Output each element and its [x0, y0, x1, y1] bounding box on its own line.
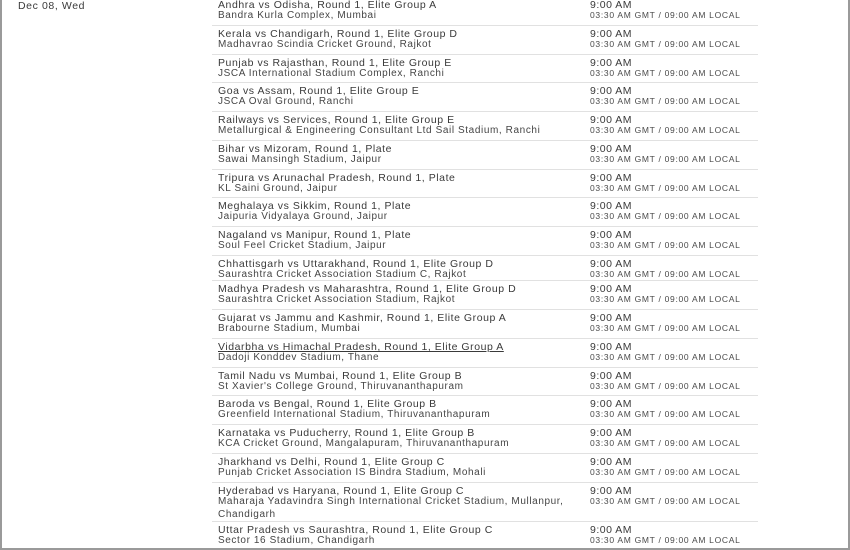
- fixture-gmt-local-time: 03:30 AM GMT / 09:00 AM LOCAL: [590, 211, 741, 221]
- row-divider: [212, 54, 758, 55]
- fixture-time: 9:00 AM: [590, 258, 633, 270]
- fixture-gmt-local-time: 03:30 AM GMT / 09:00 AM LOCAL: [590, 269, 741, 279]
- row-divider: [212, 309, 758, 310]
- fixture-venue: Sector 16 Stadium, Chandigarh: [218, 535, 375, 546]
- fixture-gmt-local-time: 03:30 AM GMT / 09:00 AM LOCAL: [590, 125, 741, 135]
- fixture-match-link[interactable]: Madhya Pradesh vs Maharashtra, Round 1, Elite Group D: [218, 283, 517, 295]
- fixture-match-link[interactable]: Andhra vs Odisha, Round 1, Elite Group A: [218, 0, 437, 11]
- fixture-match-link[interactable]: Nagaland vs Manipur, Round 1, Plate: [218, 229, 412, 241]
- fixture-venue: Soul Feel Cricket Stadium, Jaipur: [218, 240, 387, 251]
- fixture-match-link[interactable]: Chhattisgarh vs Uttarakhand, Round 1, Elite Group D: [218, 258, 494, 270]
- fixture-match-link[interactable]: Gujarat vs Jammu and Kashmir, Round 1, Elite Group A: [218, 312, 507, 324]
- fixture-time: 9:00 AM: [590, 485, 633, 497]
- frame-left-border: [0, 0, 2, 550]
- fixture-venue: JSCA International Stadium Complex, Ranchi: [218, 68, 445, 79]
- fixture-gmt-local-time: 03:30 AM GMT / 09:00 AM LOCAL: [590, 496, 741, 506]
- fixture-venue: Madhavrao Scindia Cricket Ground, Rajkot: [218, 39, 432, 50]
- row-divider: [212, 367, 758, 368]
- fixture-time: 9:00 AM: [590, 57, 633, 69]
- row-divider: [212, 482, 758, 483]
- fixture-match-link[interactable]: Punjab vs Rajasthan, Round 1, Elite Group E: [218, 57, 452, 69]
- fixture-venue: Greenfield International Stadium, Thiruvananthapuram: [218, 409, 491, 420]
- row-divider: [212, 226, 758, 227]
- fixture-venue: KL Saini Ground, Jaipur: [218, 183, 338, 194]
- fixture-time: 9:00 AM: [590, 370, 633, 382]
- fixture-gmt-local-time: 03:30 AM GMT / 09:00 AM LOCAL: [590, 438, 741, 448]
- row-divider: [212, 169, 758, 170]
- fixture-venue: Jaipuria Vidyalaya Ground, Jaipur: [218, 211, 388, 222]
- row-divider: [212, 25, 758, 26]
- fixture-gmt-local-time: 03:30 AM GMT / 09:00 AM LOCAL: [590, 409, 741, 419]
- fixture-match-link[interactable]: Goa vs Assam, Round 1, Elite Group E: [218, 85, 420, 97]
- fixture-gmt-local-time: 03:30 AM GMT / 09:00 AM LOCAL: [590, 183, 741, 193]
- fixture-match-link[interactable]: Railways vs Services, Round 1, Elite Group E: [218, 114, 455, 126]
- fixture-time: 9:00 AM: [590, 28, 633, 40]
- fixture-match-link[interactable]: Meghalaya vs Sikkim, Round 1, Plate: [218, 200, 412, 212]
- row-divider: [212, 424, 758, 425]
- fixture-match-link[interactable]: Tamil Nadu vs Mumbai, Round 1, Elite Group B: [218, 370, 463, 382]
- row-divider: [212, 338, 758, 339]
- fixture-time: 9:00 AM: [590, 200, 633, 212]
- fixture-time: 9:00 AM: [590, 524, 633, 536]
- fixture-venue: KCA Cricket Ground, Mangalapuram, Thiruvananthapuram: [218, 438, 510, 449]
- fixture-gmt-local-time: 03:30 AM GMT / 09:00 AM LOCAL: [590, 352, 741, 362]
- fixture-gmt-local-time: 03:30 AM GMT / 09:00 AM LOCAL: [590, 154, 741, 164]
- fixture-match-link[interactable]: Uttar Pradesh vs Saurashtra, Round 1, Elite Group C: [218, 524, 493, 536]
- fixture-time: 9:00 AM: [590, 283, 633, 295]
- row-divider: [212, 197, 758, 198]
- fixture-match-link[interactable]: Karnataka vs Puducherry, Round 1, Elite Group B: [218, 427, 475, 439]
- fixture-venue: Saurashtra Cricket Association Stadium, Rajkot: [218, 294, 456, 305]
- fixture-time: 9:00 AM: [590, 114, 633, 126]
- row-divider: [212, 255, 758, 256]
- row-divider: [212, 395, 758, 396]
- date-label: Dec 08, Wed: [18, 0, 86, 12]
- fixture-venue: St Xavier's College Ground, Thiruvananthapuram: [218, 381, 464, 392]
- fixture-time: 9:00 AM: [590, 398, 633, 410]
- fixture-match-link[interactable]: Tripura vs Arunachal Pradesh, Round 1, Plate: [218, 172, 456, 184]
- fixture-match-link[interactable]: Vidarbha vs Himachal Pradesh, Round 1, Elite Group A: [218, 341, 504, 353]
- fixture-match-link[interactable]: Baroda vs Bengal, Round 1, Elite Group B: [218, 398, 437, 410]
- fixture-gmt-local-time: 03:30 AM GMT / 09:00 AM LOCAL: [590, 96, 741, 106]
- row-divider: [212, 140, 758, 141]
- fixture-venue: Sawai Mansingh Stadium, Jaipur: [218, 154, 382, 165]
- fixture-time: 9:00 AM: [590, 0, 633, 11]
- fixture-gmt-local-time: 03:30 AM GMT / 09:00 AM LOCAL: [590, 240, 741, 250]
- fixture-gmt-local-time: 03:30 AM GMT / 09:00 AM LOCAL: [590, 68, 741, 78]
- fixture-gmt-local-time: 03:30 AM GMT / 09:00 AM LOCAL: [590, 39, 741, 49]
- row-divider: [212, 280, 758, 281]
- fixture-gmt-local-time: 03:30 AM GMT / 09:00 AM LOCAL: [590, 294, 741, 304]
- fixture-gmt-local-time: 03:30 AM GMT / 09:00 AM LOCAL: [590, 10, 741, 20]
- row-divider: [212, 82, 758, 83]
- row-divider: [212, 453, 758, 454]
- fixture-venue: Dadoji Konddev Stadium, Thane: [218, 352, 380, 363]
- fixture-time: 9:00 AM: [590, 427, 633, 439]
- fixture-venue: Maharaja Yadavindra Singh International Cricket Stadium, Mullanpur, Chandigarh: [218, 496, 564, 520]
- fixture-match-link[interactable]: Hyderabad vs Haryana, Round 1, Elite Group C: [218, 485, 464, 497]
- row-divider: [212, 111, 758, 112]
- fixture-gmt-local-time: 03:30 AM GMT / 09:00 AM LOCAL: [590, 381, 741, 391]
- row-divider: [212, 521, 758, 522]
- fixture-venue: JSCA Oval Ground, Ranchi: [218, 96, 354, 107]
- fixture-time: 9:00 AM: [590, 341, 633, 353]
- fixture-match-link[interactable]: Bihar vs Mizoram, Round 1, Plate: [218, 143, 392, 155]
- fixture-time: 9:00 AM: [590, 172, 633, 184]
- fixture-gmt-local-time: 03:30 AM GMT / 09:00 AM LOCAL: [590, 467, 741, 477]
- fixture-gmt-local-time: 03:30 AM GMT / 09:00 AM LOCAL: [590, 535, 741, 545]
- fixture-time: 9:00 AM: [590, 312, 633, 324]
- fixture-venue: Bandra Kurla Complex, Mumbai: [218, 10, 377, 21]
- fixture-venue: Punjab Cricket Association IS Bindra Stadium, Mohali: [218, 467, 486, 478]
- fixture-time: 9:00 AM: [590, 143, 633, 155]
- fixture-match-link[interactable]: Jharkhand vs Delhi, Round 1, Elite Group C: [218, 456, 445, 468]
- fixture-gmt-local-time: 03:30 AM GMT / 09:00 AM LOCAL: [590, 323, 741, 333]
- fixture-venue: Saurashtra Cricket Association Stadium C, Rajkot: [218, 269, 467, 280]
- fixture-venue: Metallurgical & Engineering Consultant Ltd Sail Stadium, Ranchi: [218, 125, 541, 136]
- fixture-match-link[interactable]: Kerala vs Chandigarh, Round 1, Elite Group D: [218, 28, 458, 40]
- fixture-time: 9:00 AM: [590, 229, 633, 241]
- fixture-time: 9:00 AM: [590, 456, 633, 468]
- fixture-time: 9:00 AM: [590, 85, 633, 97]
- fixture-venue: Brabourne Stadium, Mumbai: [218, 323, 361, 334]
